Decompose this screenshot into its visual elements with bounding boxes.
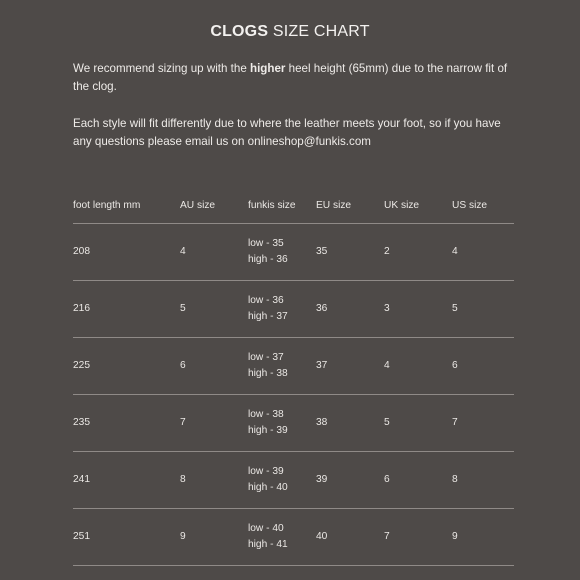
funkis-low: low - 37 (248, 352, 284, 363)
us-size-cell: 6 (452, 360, 458, 371)
table-row (73, 509, 514, 566)
au-size-cell: 8 (180, 474, 186, 485)
foot-length-cell: 216 (73, 303, 90, 314)
us-size-cell: 8 (452, 474, 458, 485)
uk-size-cell: 2 (384, 246, 390, 257)
funkis-low: low - 38 (248, 409, 284, 420)
size-table (73, 190, 514, 566)
us-size-cell: 7 (452, 417, 458, 428)
au-size-cell: 9 (180, 531, 186, 542)
eu-size-cell: 39 (316, 474, 328, 485)
page-title (0, 23, 580, 41)
eu-size-cell: 38 (316, 417, 328, 428)
intro-paragraph-sizing (73, 60, 513, 95)
eu-size-cell: 40 (316, 531, 328, 542)
foot-length-cell: 235 (73, 417, 90, 428)
funkis-high: high - 37 (248, 311, 288, 322)
eu-size-cell: 37 (316, 360, 328, 371)
uk-size-cell: 4 (384, 360, 390, 371)
funkis-high: high - 40 (248, 482, 288, 493)
foot-length-cell: 225 (73, 360, 90, 371)
uk-size-cell: 5 (384, 417, 390, 428)
us-size-cell: 4 (452, 246, 458, 257)
intro-p1-after: heel height (65mm) due to the narrow fit of the clog. (73, 62, 508, 93)
table-row (73, 224, 514, 281)
foot-length-cell: 251 (73, 531, 90, 542)
funkis-low: low - 35 (248, 238, 284, 249)
au-size-cell: 6 (180, 360, 186, 371)
funkis-size-cell (248, 521, 288, 553)
funkis-low: low - 40 (248, 523, 284, 534)
intro-p1-before: We recommend sizing up with the (73, 62, 250, 75)
funkis-size-cell (248, 350, 288, 382)
us-size-cell: 9 (452, 531, 458, 542)
uk-size-cell: 7 (384, 531, 390, 542)
uk-size-cell: 3 (384, 303, 390, 314)
intro-paragraph-contact: Each style will fit differently due to where the leather meets your foot, so if you have any questions please email us on onlineshop@funkis.com (73, 117, 501, 148)
eu-size-cell: 35 (316, 246, 328, 257)
title-rest: SIZE CHART (268, 23, 370, 40)
table-row (73, 452, 514, 509)
au-size-cell: 4 (180, 246, 186, 257)
funkis-size-cell (248, 407, 288, 439)
au-size-cell: 7 (180, 417, 186, 428)
funkis-size-cell (248, 236, 288, 268)
table-header-row (73, 190, 514, 224)
header-eu-size: EU size (316, 200, 352, 211)
intro-p1-emphasis: higher (250, 62, 286, 75)
funkis-low: low - 36 (248, 295, 284, 306)
foot-length-cell: 208 (73, 246, 90, 257)
header-funkis-size: funkis size (248, 200, 296, 211)
funkis-size-cell (248, 293, 288, 325)
table-row (73, 281, 514, 338)
header-au-size: AU size (180, 200, 216, 211)
eu-size-cell: 36 (316, 303, 328, 314)
us-size-cell: 5 (452, 303, 458, 314)
table-row (73, 338, 514, 395)
funkis-low: low - 39 (248, 466, 284, 477)
foot-length-cell: 241 (73, 474, 90, 485)
header-foot-length: foot length mm (73, 200, 141, 211)
header-uk-size: UK size (384, 200, 420, 211)
title-bold: CLOGS (210, 23, 269, 40)
funkis-high: high - 36 (248, 254, 288, 265)
funkis-high: high - 41 (248, 539, 288, 550)
uk-size-cell: 6 (384, 474, 390, 485)
funkis-size-cell (248, 464, 288, 496)
funkis-high: high - 39 (248, 425, 288, 436)
funkis-high: high - 38 (248, 368, 288, 379)
table-row (73, 395, 514, 452)
header-us-size: US size (452, 200, 488, 211)
au-size-cell: 5 (180, 303, 186, 314)
